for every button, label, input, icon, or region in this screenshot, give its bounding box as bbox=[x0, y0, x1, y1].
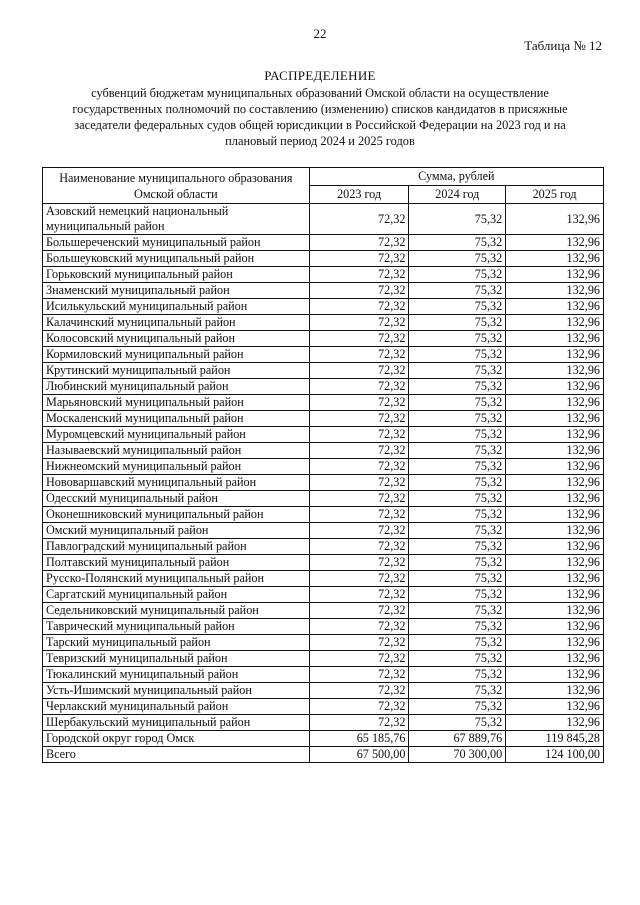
distribution-table bbox=[42, 167, 604, 763]
table-row bbox=[43, 235, 604, 251]
row-name: Полтавский муниципальный район bbox=[43, 555, 310, 571]
row-value-2023: 72,32 bbox=[309, 411, 409, 427]
table-row bbox=[43, 283, 604, 299]
table-row bbox=[43, 587, 604, 603]
row-name: Москаленский муниципальный район bbox=[43, 411, 310, 427]
row-value-2024: 75,32 bbox=[409, 667, 506, 683]
table-row bbox=[43, 427, 604, 443]
table-row bbox=[43, 347, 604, 363]
table-row bbox=[43, 523, 604, 539]
table-row bbox=[43, 267, 604, 283]
document-subtitle: субвенций бюджетам муниципальных образований Омской области на осуществление государственных полномочий по составлению (изменению) списков кандидатов в присяжные заседатели федеральных судов общей юрисдикции в Российской Федерации на 2023 год и на плановый период 2024 и 2025 годов bbox=[72, 86, 568, 148]
row-value-2025: 132,96 bbox=[506, 555, 604, 571]
row-value-2025: 132,96 bbox=[506, 315, 604, 331]
row-value-2023: 65 185,76 bbox=[309, 731, 409, 747]
row-name: Всего bbox=[43, 747, 310, 763]
row-name: Азовский немецкий национальный муниципальный район bbox=[43, 204, 310, 235]
row-value-2025: 132,96 bbox=[506, 475, 604, 491]
row-value-2025: 132,96 bbox=[506, 571, 604, 587]
row-value-2025: 132,96 bbox=[506, 347, 604, 363]
row-value-2025: 132,96 bbox=[506, 587, 604, 603]
row-value-2025: 132,96 bbox=[506, 379, 604, 395]
row-value-2025: 132,96 bbox=[506, 635, 604, 651]
table-row bbox=[43, 491, 604, 507]
row-value-2023: 72,32 bbox=[309, 491, 409, 507]
row-value-2023: 72,32 bbox=[309, 427, 409, 443]
table-row bbox=[43, 651, 604, 667]
row-name: Знаменский муниципальный район bbox=[43, 283, 310, 299]
row-value-2023: 72,32 bbox=[309, 251, 409, 267]
row-value-2024: 75,32 bbox=[409, 411, 506, 427]
row-value-2024: 75,32 bbox=[409, 683, 506, 699]
row-value-2024: 75,32 bbox=[409, 603, 506, 619]
row-value-2023: 72,32 bbox=[309, 395, 409, 411]
row-value-2024: 67 889,76 bbox=[409, 731, 506, 747]
table-row bbox=[43, 747, 604, 763]
row-name: Тевризский муниципальный район bbox=[43, 651, 310, 667]
table-row bbox=[43, 715, 604, 731]
row-name: Павлоградский муниципальный район bbox=[43, 539, 310, 555]
row-value-2025: 132,96 bbox=[506, 283, 604, 299]
row-value-2023: 72,32 bbox=[309, 651, 409, 667]
row-value-2024: 75,32 bbox=[409, 267, 506, 283]
row-name: Называевский муниципальный район bbox=[43, 443, 310, 459]
row-value-2024: 70 300,00 bbox=[409, 747, 506, 763]
row-value-2023: 72,32 bbox=[309, 619, 409, 635]
row-value-2025: 132,96 bbox=[506, 204, 604, 235]
table-row bbox=[43, 507, 604, 523]
row-value-2025: 132,96 bbox=[506, 507, 604, 523]
row-value-2023: 72,32 bbox=[309, 363, 409, 379]
row-name: Любинский муниципальный район bbox=[43, 379, 310, 395]
row-value-2023: 72,32 bbox=[309, 523, 409, 539]
row-value-2023: 72,32 bbox=[309, 699, 409, 715]
row-name: Шербакульский муниципальный район bbox=[43, 715, 310, 731]
row-value-2023: 72,32 bbox=[309, 283, 409, 299]
table-row bbox=[43, 204, 604, 235]
row-value-2023: 72,32 bbox=[309, 715, 409, 731]
table-row bbox=[43, 667, 604, 683]
row-value-2024: 75,32 bbox=[409, 315, 506, 331]
row-value-2024: 75,32 bbox=[409, 619, 506, 635]
row-value-2023: 72,32 bbox=[309, 667, 409, 683]
row-value-2024: 75,32 bbox=[409, 299, 506, 315]
row-value-2025: 132,96 bbox=[506, 523, 604, 539]
table-row bbox=[43, 571, 604, 587]
row-value-2024: 75,32 bbox=[409, 491, 506, 507]
row-value-2025: 132,96 bbox=[506, 603, 604, 619]
row-name: Нововаршавский муниципальный район bbox=[43, 475, 310, 491]
row-name: Русско-Полянский муниципальный район bbox=[43, 571, 310, 587]
row-value-2025: 132,96 bbox=[506, 411, 604, 427]
row-name: Калачинский муниципальный район bbox=[43, 315, 310, 331]
row-name: Таврический муниципальный район bbox=[43, 619, 310, 635]
row-value-2023: 72,32 bbox=[309, 683, 409, 699]
row-value-2023: 72,32 bbox=[309, 347, 409, 363]
row-name: Нижнеомский муниципальный район bbox=[43, 459, 310, 475]
table-row bbox=[43, 459, 604, 475]
table-row bbox=[43, 699, 604, 715]
row-value-2025: 132,96 bbox=[506, 667, 604, 683]
row-value-2024: 75,32 bbox=[409, 587, 506, 603]
row-value-2025: 132,96 bbox=[506, 443, 604, 459]
table-row bbox=[43, 315, 604, 331]
row-value-2025: 132,96 bbox=[506, 491, 604, 507]
row-value-2023: 72,32 bbox=[309, 507, 409, 523]
table-row bbox=[43, 555, 604, 571]
row-name: Тарский муниципальный район bbox=[43, 635, 310, 651]
row-value-2023: 72,32 bbox=[309, 587, 409, 603]
row-value-2023: 72,32 bbox=[309, 571, 409, 587]
row-value-2024: 75,32 bbox=[409, 459, 506, 475]
row-value-2023: 72,32 bbox=[309, 204, 409, 235]
table-row bbox=[43, 683, 604, 699]
table-label: Таблица № 12 bbox=[524, 38, 602, 53]
row-value-2024: 75,32 bbox=[409, 699, 506, 715]
row-value-2023: 72,32 bbox=[309, 603, 409, 619]
table-row bbox=[43, 411, 604, 427]
row-value-2025: 132,96 bbox=[506, 267, 604, 283]
row-value-2024: 75,32 bbox=[409, 651, 506, 667]
row-value-2025: 132,96 bbox=[506, 299, 604, 315]
row-value-2025: 132,96 bbox=[506, 235, 604, 251]
table-row bbox=[43, 475, 604, 491]
table-row bbox=[43, 379, 604, 395]
row-value-2024: 75,32 bbox=[409, 475, 506, 491]
row-value-2023: 72,32 bbox=[309, 443, 409, 459]
row-name: Кормиловский муниципальный район bbox=[43, 347, 310, 363]
row-name: Большереченский муниципальный район bbox=[43, 235, 310, 251]
row-name: Муромцевский муниципальный район bbox=[43, 427, 310, 443]
table-row bbox=[43, 603, 604, 619]
row-value-2025: 132,96 bbox=[506, 363, 604, 379]
row-value-2024: 75,32 bbox=[409, 635, 506, 651]
header-2025: 2025 год bbox=[506, 186, 604, 204]
row-value-2024: 75,32 bbox=[409, 251, 506, 267]
row-name: Тюкалинский муниципальный район bbox=[43, 667, 310, 683]
row-value-2025: 132,96 bbox=[506, 331, 604, 347]
row-value-2025: 132,96 bbox=[506, 619, 604, 635]
row-value-2025: 132,96 bbox=[506, 251, 604, 267]
row-value-2023: 72,32 bbox=[309, 331, 409, 347]
header-name: Наименование муниципального образования Омской области bbox=[43, 168, 310, 204]
row-value-2023: 67 500,00 bbox=[309, 747, 409, 763]
row-name: Колосовский муниципальный район bbox=[43, 331, 310, 347]
row-value-2024: 75,32 bbox=[409, 363, 506, 379]
row-value-2023: 72,32 bbox=[309, 267, 409, 283]
row-name: Крутинский муниципальный район bbox=[43, 363, 310, 379]
row-value-2023: 72,32 bbox=[309, 315, 409, 331]
table-row bbox=[43, 331, 604, 347]
table-row bbox=[43, 731, 604, 747]
row-value-2024: 75,32 bbox=[409, 539, 506, 555]
row-name: Одесский муниципальный район bbox=[43, 491, 310, 507]
row-name: Омский муниципальный район bbox=[43, 523, 310, 539]
row-value-2024: 75,32 bbox=[409, 507, 506, 523]
header-sum: Сумма, рублей bbox=[309, 168, 603, 186]
row-value-2023: 72,32 bbox=[309, 459, 409, 475]
row-value-2024: 75,32 bbox=[409, 427, 506, 443]
table-row bbox=[43, 299, 604, 315]
row-name: Черлакский муниципальный район bbox=[43, 699, 310, 715]
row-value-2025: 132,96 bbox=[506, 715, 604, 731]
document-title: РАСПРЕДЕЛЕНИЕ bbox=[264, 68, 376, 83]
row-name: Оконешниковский муниципальный район bbox=[43, 507, 310, 523]
row-value-2024: 75,32 bbox=[409, 523, 506, 539]
header-2023: 2023 год bbox=[309, 186, 409, 204]
page-number: 22 bbox=[313, 26, 327, 41]
row-name: Саргатский муниципальный район bbox=[43, 587, 310, 603]
table-row bbox=[43, 395, 604, 411]
row-value-2023: 72,32 bbox=[309, 475, 409, 491]
row-value-2024: 75,32 bbox=[409, 204, 506, 235]
row-value-2023: 72,32 bbox=[309, 539, 409, 555]
row-value-2023: 72,32 bbox=[309, 379, 409, 395]
row-value-2023: 72,32 bbox=[309, 555, 409, 571]
table-row bbox=[43, 363, 604, 379]
table-row bbox=[43, 443, 604, 459]
row-value-2024: 75,32 bbox=[409, 571, 506, 587]
table-body bbox=[43, 204, 604, 763]
row-value-2025: 124 100,00 bbox=[506, 747, 604, 763]
row-value-2024: 75,32 bbox=[409, 235, 506, 251]
row-value-2024: 75,32 bbox=[409, 715, 506, 731]
row-name: Марьяновский муниципальный район bbox=[43, 395, 310, 411]
row-name: Горьковский муниципальный район bbox=[43, 267, 310, 283]
row-value-2025: 132,96 bbox=[506, 683, 604, 699]
row-value-2023: 72,32 bbox=[309, 235, 409, 251]
row-value-2024: 75,32 bbox=[409, 395, 506, 411]
row-value-2025: 132,96 bbox=[506, 699, 604, 715]
row-name: Усть-Ишимский муниципальный район bbox=[43, 683, 310, 699]
table-row bbox=[43, 619, 604, 635]
row-name: Городской округ город Омск bbox=[43, 731, 310, 747]
row-name: Седельниковский муниципальный район bbox=[43, 603, 310, 619]
row-value-2024: 75,32 bbox=[409, 283, 506, 299]
row-value-2024: 75,32 bbox=[409, 443, 506, 459]
row-value-2023: 72,32 bbox=[309, 635, 409, 651]
row-value-2025: 132,96 bbox=[506, 459, 604, 475]
row-value-2023: 72,32 bbox=[309, 299, 409, 315]
row-value-2025: 132,96 bbox=[506, 427, 604, 443]
header-2024: 2024 год bbox=[409, 186, 506, 204]
row-value-2024: 75,32 bbox=[409, 331, 506, 347]
row-value-2025: 119 845,28 bbox=[506, 731, 604, 747]
row-name: Исилькульский муниципальный район bbox=[43, 299, 310, 315]
row-value-2024: 75,32 bbox=[409, 555, 506, 571]
row-value-2025: 132,96 bbox=[506, 651, 604, 667]
row-value-2025: 132,96 bbox=[506, 395, 604, 411]
row-name: Большеуковский муниципальный район bbox=[43, 251, 310, 267]
row-value-2024: 75,32 bbox=[409, 379, 506, 395]
table-row bbox=[43, 539, 604, 555]
table-row bbox=[43, 251, 604, 267]
row-value-2024: 75,32 bbox=[409, 347, 506, 363]
row-value-2025: 132,96 bbox=[506, 539, 604, 555]
table-row bbox=[43, 635, 604, 651]
